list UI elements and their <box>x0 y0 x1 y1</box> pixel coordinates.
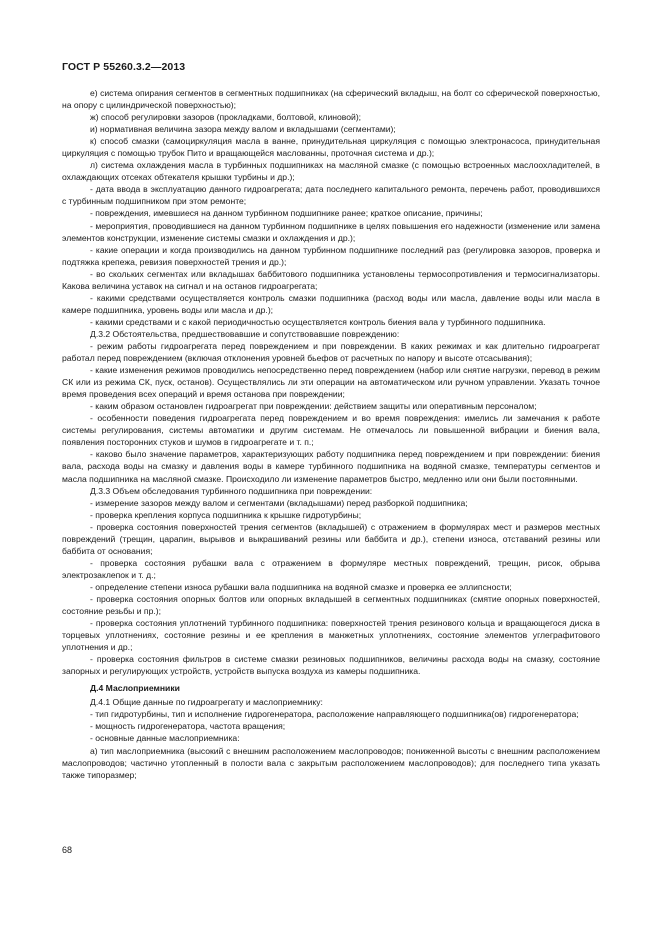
document-body <box>62 87 600 781</box>
paragraph: - мероприятия, проводившиеся на данном турбинном подшипнике в целях повышения его надежности (изменение или замена элементов конструкции, изменение системы смазки и охлаждения и др.); <box>62 220 600 243</box>
paragraph: и) нормативная величина зазора между валом и вкладышами (сегментами); <box>90 124 396 135</box>
paragraph: ж) способ регулировки зазоров (прокладками, болтовой, клиновой); <box>90 112 362 123</box>
paragraph: - повреждения, имевшиеся на данном турбинном подшипнике ранее; краткое описание, причины; <box>90 208 483 219</box>
paragraph: к) способ смазки (самоциркуляция масла в ванне, принудительная циркуляция с помощью электронасоса, принудительная циркуляция с помощью трубок Пито и вращающейся маслованны, проточная система и др.); <box>62 136 600 159</box>
paragraph: - каким образом остановлен гидроагрегат при повреждении: действием защиты или оперативным персоналом; <box>90 401 537 412</box>
paragraph: - измерение зазоров между валом и сегментами (вкладышами) перед разборкой подшипника; <box>90 497 468 508</box>
paragraph: - тип гидротурбины, тип и исполнение гидрогенератора, расположение направляющего подшипника(ов) гидрогенератора; <box>90 709 579 720</box>
paragraph: - проверка крепления корпуса подшипника к крышке гидротурбины; <box>90 509 362 520</box>
paragraph: - основные данные маслоприемника: <box>90 733 240 744</box>
paragraphs-before <box>62 87 600 677</box>
paragraph: а) тип маслоприемника (высокий с внешним расположением маслопроводов; пониженной высоты с внешним расположением маслопроводов; частично утопленный в полости вала с закрытым расположением маслопроводов); для последнего типа указать также типоразмер; <box>62 745 600 780</box>
paragraph: - какие операции и когда производились на данном турбинном подшипнике последний раз (регулировка зазоров, проверка и подтяжка крепежа, ревизия поверхностей трения и др.); <box>62 244 600 267</box>
paragraph: - дата ввода в эксплуатацию данного гидроагрегата; дата последнего капитального ремонта, перечень работ, проводившихся с турбинным подшипником при этом ремонте; <box>62 184 600 207</box>
paragraph: - каково было значение параметров, характеризующих работу подшипника перед повреждением и при повреждении: биения вала, расхода воды на смазку и давления воды в камере турбинного подшипника на водяной смазке, температуры сегментов и масла подшипника на масляной смазке. Происходило ли изменение параметров быстро, медленно или они были постоянными. <box>62 449 600 484</box>
paragraph: - мощность гидрогенератора, частота вращения; <box>90 721 286 732</box>
document-header: ГОСТ Р 55260.3.2—2013 <box>62 61 186 73</box>
paragraph: - режим работы гидроагрегата перед повреждением и при повреждении. В каких режимах и как длительно гидроагрегат работал перед повреждением (включая отклонения уровней бьефов от расчетных по напору и высоте отсасывания); <box>62 340 600 364</box>
paragraph: - определение степени износа рубашки вала подшипника на водяной смазке и проверка ее эллипсности; <box>90 581 512 592</box>
subsection-heading: Д.3.2 Обстоятельства, предшествовавшие и сопутствовавшие повреждению: <box>90 328 400 339</box>
paragraph: е) система опирания сегментов в сегментных подшипниках (на сферический вкладыш, на болт со сферической поверхностью, на опору с цилиндрической поверхностью); <box>62 88 600 111</box>
paragraph: - проверка состояния фильтров в системе смазки резиновых подшипников, величины расхода воды на смазку, состояние запорных и регулирующих устройств, устройств выпуска воздуха из камеры подшипника. <box>62 654 600 677</box>
paragraph: - проверка состояния поверхностей трения сегментов (вкладышей) с отражением в формулярах мест и размеров местных повреждений (трещин, царапин, вырывов и выкрашиваний резины или баббита и др.), степени износа, отставаний резины или баббита от основания; <box>62 521 600 556</box>
paragraph: - проверка состояния опорных болтов или опорных вкладышей в сегментных подшипниках (смятие опорных поверхностей, состояние резьбы и пр.); <box>62 593 600 617</box>
paragraph: - какие изменения режимов проводились непосредственно перед повреждением (набор или снятие нагрузки, перевод в режим СК или из режима СК, пуск, останов). Осуществлялись ли эти операции на автоматическом или ручном управлении. Указать точное время проведения всех операций и время останова при повреждении; <box>62 365 600 400</box>
subsection-heading: Д.4.1 Общие данные по гидроагрегату и маслоприемнику: <box>90 697 323 708</box>
paragraph: - какими средствами и с какой периодичностью осуществляется контроль биения вала у турбинного подшипника. <box>90 316 546 327</box>
paragraph: - проверка состояния уплотнений турбинного подшипника: поверхностей трения резинового кольца и вращающегося диска в торцевых уплотнениях, состояние резины и ее крепления в манжетных уплотнениях, состояние элементов углеграфитового уплотнения и др.; <box>62 618 600 653</box>
paragraph: - особенности поведения гидроагрегата перед повреждением и во время повреждения: имелись ли замечания к работе системы регулирования, системы автоматики и другим системам. Не отмечалось ли повышенной вибрации и биения вала, появления посторонних стуков и шумов в гидроагрегате и т. п.; <box>62 413 600 448</box>
paragraph: л) система охлаждения масла в турбинных подшипниках на масляной смазке (с помощью встроенных маслоохладителей, в охлаждающих отсеках обтекателя крышки турбины и др.); <box>62 160 600 183</box>
paragraph: - проверка состояния рубашки вала с отражением в формуляре местных повреждений, трещин, рисок, обрыва электрозаклепок и т. д.; <box>62 557 600 580</box>
page-number: 68 <box>62 845 73 855</box>
subsection-heading: Д.3.3 Объем обследования турбинного подшипника при повреждении: <box>90 485 373 496</box>
paragraph: - какими средствами осуществляется контроль смазки подшипника (расход воды или масла, давление воды или масла в камере подшипника, уровень воды или масла и др.); <box>62 292 600 315</box>
section-title: Д.4 Маслоприемники <box>90 683 180 694</box>
paragraph: - во скольких сегментах или вкладышах баббитового подшипника установлены термосопротивления и термосигнализаторы. Какова величина уставок на сигнал и на останов гидроагрегата; <box>62 268 600 291</box>
paragraphs-after <box>62 696 600 780</box>
